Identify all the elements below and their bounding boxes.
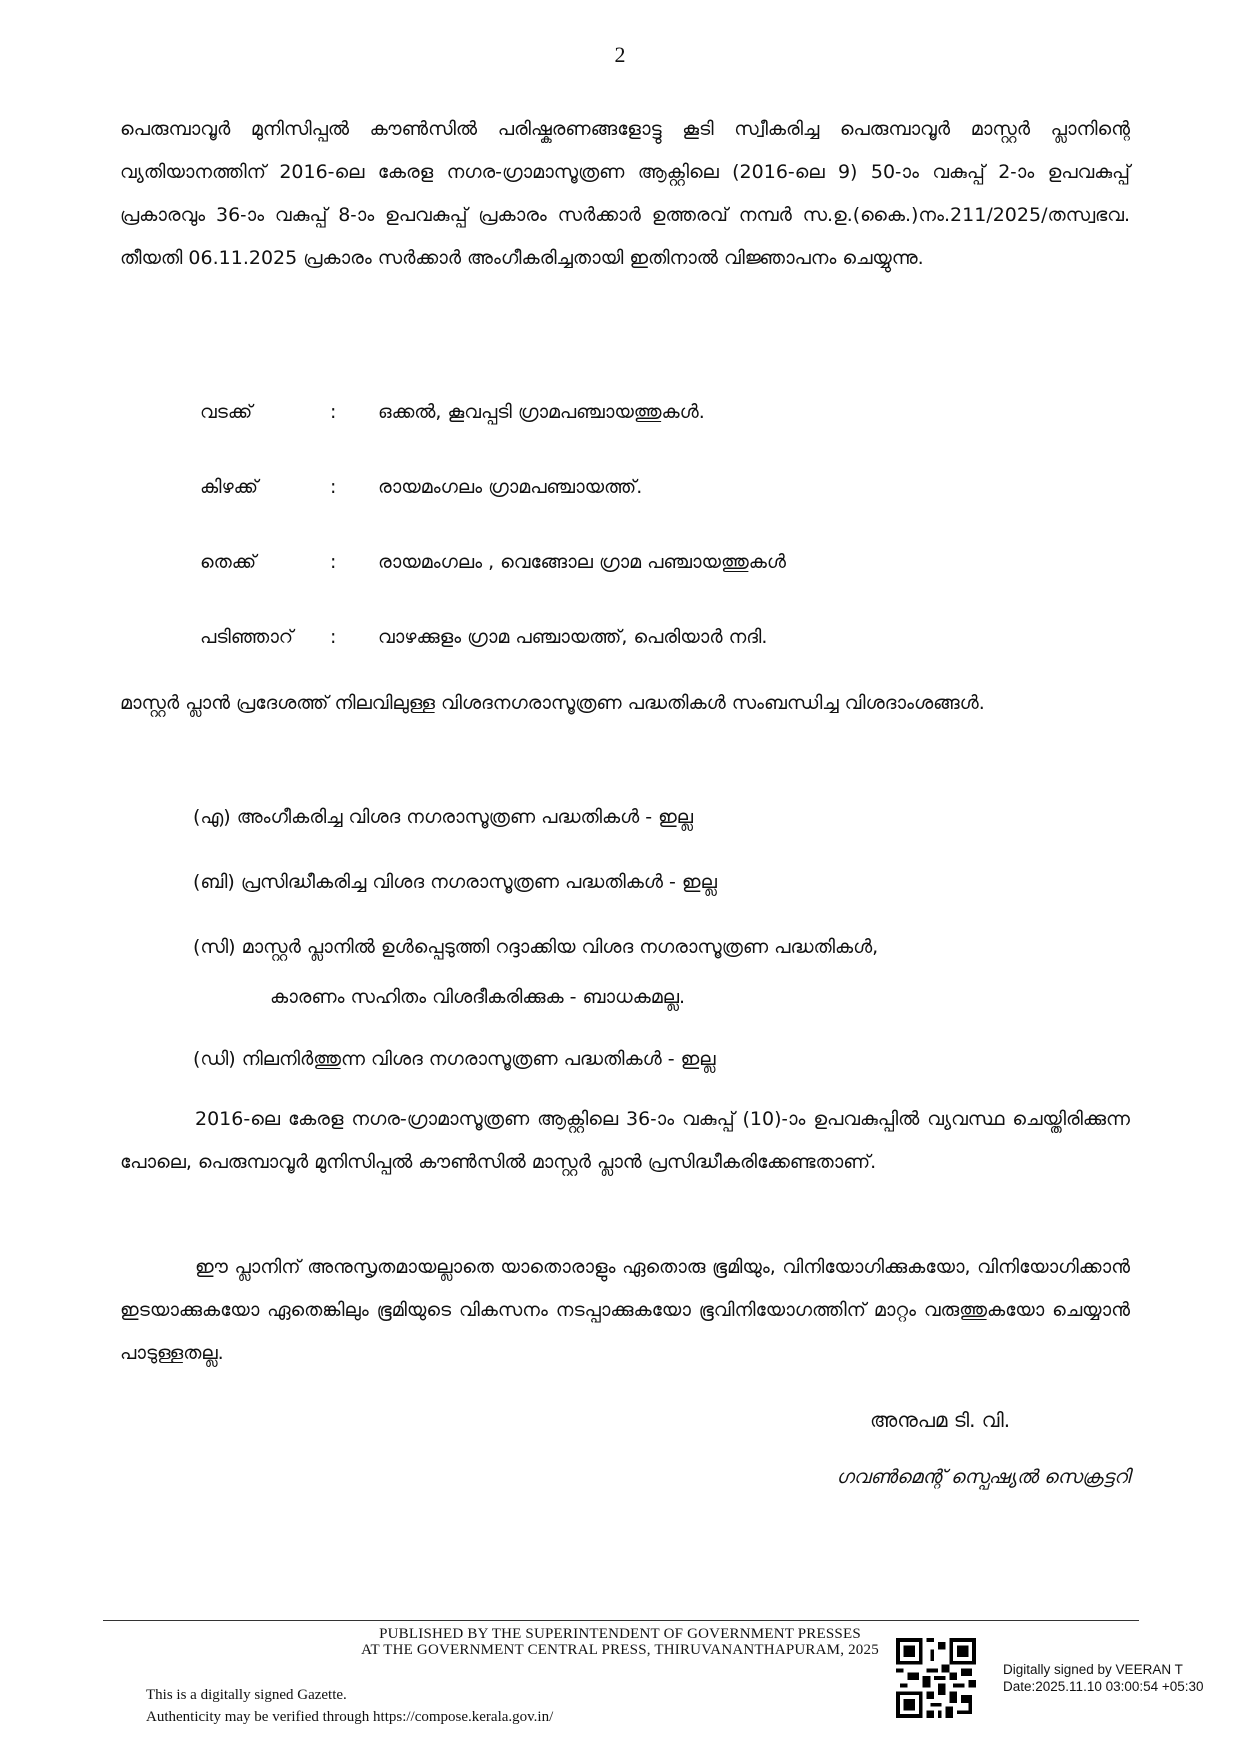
plan-item-c: (സി) മാസ്റ്റർ പ്ലാനിൽ ഉൾപ്പെടുത്തി റദ്ദാക്കിയ വിശദ നഗരാസൂത്രണ പദ്ധതികൾ, — [193, 936, 879, 958]
publisher-block — [280, 1626, 960, 1658]
digital-note-line-1: This is a digitally signed Gazette. — [146, 1687, 347, 1703]
boundary-colon: : — [330, 626, 337, 648]
prohibition-paragraph: ഈ പ്ലാനിന് അനുസൃതമായല്ലാതെ യാതൊരാളും ഏതൊരു ഭൂമിയും, വിനിയോഗിക്കുകയോ, വിനിയോഗിക്കാൻ ഇടയാക്കുകയോ ഏതെങ്കിലും ഭൂമിയുടെ വികസനം നടപ്പാക്കുകയോ ഭൂവിനിയോഗത്തിന് മാറ്റം വരുത്തുകയോ ചെയ്യാൻ പാടുള്ളതല്ല. — [120, 1256, 1130, 1364]
boundary-value: രായമംഗലം , വെങ്ങോല ഗ്രാമ പഞ്ചായത്തുകൾ — [378, 551, 786, 573]
publisher-line-2: AT THE GOVERNMENT CENTRAL PRESS, THIRUVANANTHAPURAM, 2025 — [361, 1642, 879, 1658]
boundary-value: വാഴക്കുളം ഗ്രാമ പഞ്ചായത്ത്, പെരിയാർ നദി. — [378, 626, 768, 648]
boundary-direction: പടിഞ്ഞാറ് — [200, 626, 294, 648]
digital-signature-note — [146, 1684, 553, 1728]
details-heading: മാസ്റ്റർ പ്ലാൻ പ്രദേശത്ത് നിലവിലുള്ള വിശദനഗരാസൂത്രണ പദ്ധതികൾ സംബന്ധിച്ച വിശദാംശങ്ങൾ. — [120, 692, 985, 714]
signatory-name: അനുപമ ടി. വി. — [870, 1408, 1011, 1432]
act-paragraph: 2016-ലെ കേരള നഗര-ഗ്രാമാസൂത്രണ ആക്റ്റിലെ 36-ാം വകുപ്പ് (10)-ാം ഉപവകുപ്പിൽ വ്യവസ്ഥ ചെയ്തിരിക്കുന്ന പോലെ, പെരുമ്പാവൂർ മുനിസിപ്പൽ കൗൺസിൽ മാസ്റ്റർ പ്ലാൻ പ്രസിദ്ധീകരിക്കേണ്ടതാണ്. — [120, 1108, 1130, 1173]
boundary-colon: : — [330, 401, 337, 423]
digital-note-line-2: Authenticity may be verified through https://compose.kerala.gov.in/ — [146, 1709, 554, 1725]
page-number: 2 — [614, 42, 626, 67]
boundary-south — [200, 547, 786, 577]
plan-item-d: (ഡി) നിലനിർത്തുന്ന വിശദ നഗരാസൂത്രണ പദ്ധതികൾ - ഇല്ല — [193, 1048, 716, 1070]
signature-line-2: Date:2025.11.10 03:00:54 +05:30 — [1003, 1679, 1204, 1694]
publisher-line-1: PUBLISHED BY THE SUPERINTENDENT OF GOVERNMENT PRESSES — [379, 1626, 861, 1642]
plan-item-a: (എ) അംഗീകരിച്ച വിശദ നഗരാസൂത്രണ പദ്ധതികൾ - ഇല്ല — [193, 806, 694, 828]
intro-paragraph: പെരുമ്പാവൂർ മുനിസിപ്പൽ കൗൺസിൽ പരിഷ്കരണങ്ങളോട്ടു കൂടി സ്വീകരിച്ച പെരുമ്പാവൂർ മാസ്റ്റർ പ്ലാനിന്റെ വ്യതിയാനത്തിന് 2016-ലെ കേരള നഗര-ഗ്രാമാസൂത്രണ ആക്റ്റിലെ (2016-ലെ 9) 50-ാം വകുപ്പ് 2-ാം ഉപവകുപ്പ് പ്രകാരവും 36-ാം വകുപ്പ് 8-ാം ഉപവകുപ്പ് പ്രകാരം സർക്കാർ ഉത്തരവ് നമ്പർ സ.ഉ.(കൈ.)നം.211/2025/തസ്വഭവ. തീയതി 06.11.2025 പ്രകാരം സർക്കാർ അംഗീകരിച്ചതായി ഇതിനാൽ വിജ്ഞാപനം ചെയ്യുന്നു. — [120, 118, 1130, 269]
boundary-colon: : — [330, 551, 337, 573]
boundary-value: ഒക്കൽ, കൂവപ്പടി ഗ്രാമപഞ്ചായത്തുകൾ. — [378, 401, 705, 423]
plan-item-b: (ബി) പ്രസിദ്ധീകരിച്ച വിശദ നഗരാസൂത്രണ പദ്ധതികൾ - ഇല്ല — [193, 871, 717, 893]
boundary-north — [200, 397, 705, 427]
signature-line-1: Digitally signed by VEERAN T — [1003, 1662, 1183, 1677]
boundary-direction: കിഴക്ക് — [200, 476, 259, 498]
qr-code-icon — [896, 1638, 976, 1718]
boundary-east — [200, 472, 642, 502]
signatory-title: ഗവൺമെന്റ് സ്പെഷ്യൽ സെക്രട്ടറി — [836, 1466, 1130, 1488]
digital-signature-stamp — [1003, 1661, 1204, 1695]
boundary-direction: വടക്ക് — [200, 401, 253, 423]
boundary-direction: തെക്ക് — [200, 551, 257, 573]
footer-divider — [103, 1620, 1139, 1621]
boundary-value: രായമംഗലം ഗ്രാമപഞ്ചായത്ത്. — [378, 476, 643, 498]
plan-item-c-continuation: കാരണം സഹിതം വിശദീകരിക്കുക - ബാധകമല്ല. — [270, 986, 685, 1008]
boundary-colon: : — [330, 476, 337, 498]
boundary-west — [200, 622, 767, 652]
